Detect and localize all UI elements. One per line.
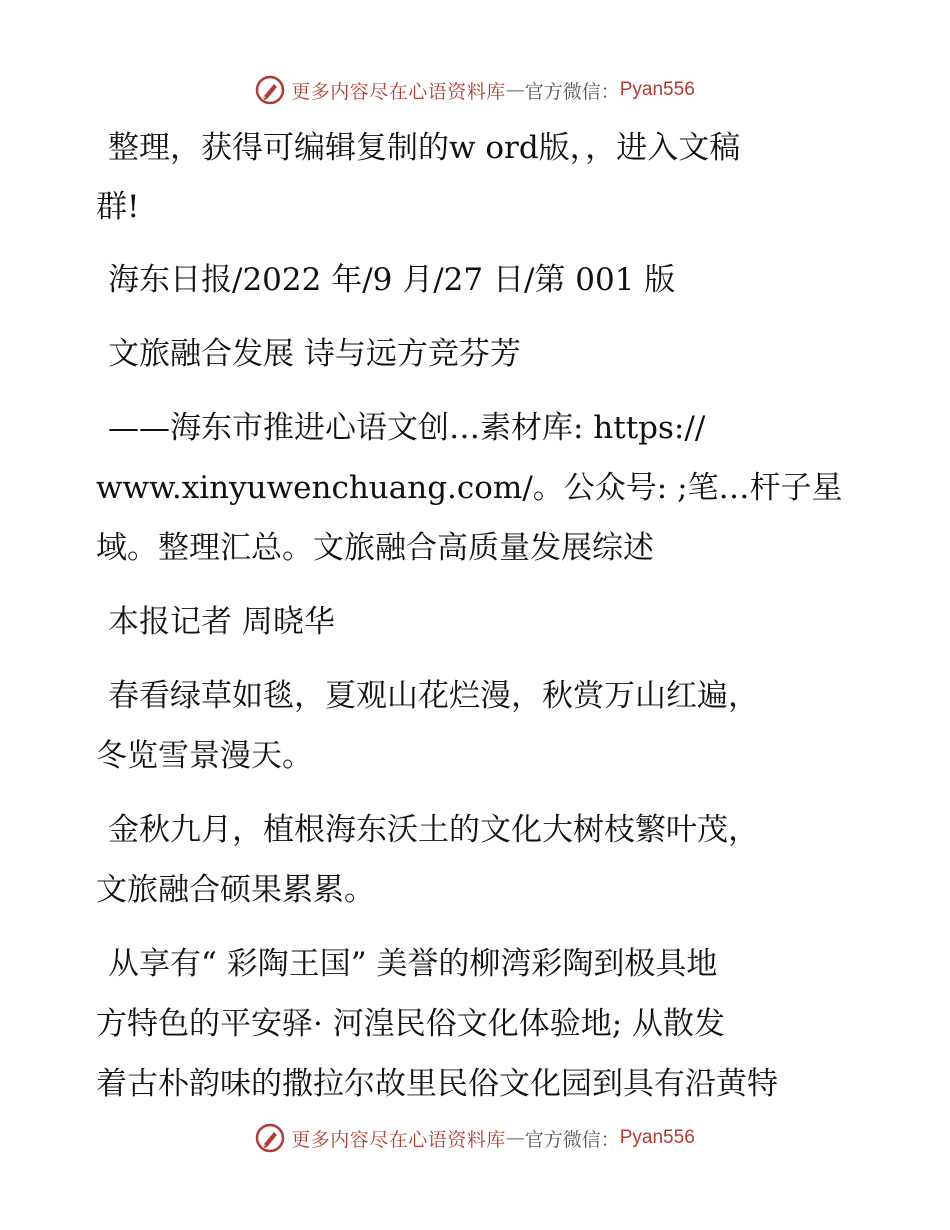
text-line: www.xinyuwenchuang.com/。公众号: ;笔…杆子星 <box>96 470 843 506</box>
pen-logo-icon <box>255 75 285 105</box>
banner-wechat-id: Pyan556 <box>619 79 695 100</box>
banner-wechat-id: Pyan556 <box>619 1127 695 1148</box>
pen-logo-icon <box>255 1123 285 1153</box>
paragraph-subheadline <box>96 398 866 578</box>
text-line: 整理，获得可编辑复制的w ord版，，进入文稿 <box>108 130 741 166</box>
paragraph-headline <box>96 324 866 384</box>
paragraph-byline <box>96 592 866 652</box>
paragraph-source <box>96 250 866 310</box>
text-line: 着古朴韵味的撒拉尔故里民俗文化园到具有沿黄特 <box>96 1066 778 1102</box>
banner-text: 更多内容尽在心语资料库 <box>291 1128 506 1151</box>
text-line: 文旅融合硕果累累。 <box>96 872 375 908</box>
paragraph-seasons <box>96 666 866 786</box>
text-line: 海东日报/2022 年/9 月/27 日/第 001 版 <box>108 262 676 298</box>
header-watermark-banner <box>0 70 950 110</box>
banner-wechat-label: 官方微信： <box>524 1128 620 1151</box>
text-line: ——海东市推进心语文创…素材库: https:// <box>108 410 706 446</box>
text-line: 方特色的平安驿· 河湟民俗文化体验地; 从散发 <box>96 1006 726 1042</box>
text-line: 群! <box>96 189 140 225</box>
text-line: 冬览雪景漫天。 <box>96 738 313 774</box>
document-body <box>96 118 866 1128</box>
paragraph-pottery <box>96 934 866 1114</box>
text-line: 本报记者 周晓华 <box>108 604 335 640</box>
banner-wechat-label: 官方微信： <box>524 80 620 103</box>
text-line: 从享有“ 彩陶王国” 美誉的柳湾彩陶到极具地 <box>108 946 718 982</box>
banner-separator: — <box>505 79 525 101</box>
text-line: 域。整理汇总。文旅融合高质量发展综述 <box>96 530 654 566</box>
text-line: 春看绿草如毯，夏观山花烂漫，秋赏万山红遍， <box>108 678 759 714</box>
banner-separator: — <box>505 1127 525 1149</box>
paragraph-autumn <box>96 800 866 920</box>
text-line: 文旅融合发展 诗与远方竞芬芳 <box>108 336 521 372</box>
paragraph-intro <box>96 118 866 236</box>
banner-text: 更多内容尽在心语资料库 <box>291 80 506 103</box>
footer-watermark-banner <box>0 1118 950 1158</box>
text-line: 金秋九月，植根海东沃土的文化大树枝繁叶茂， <box>108 812 759 848</box>
